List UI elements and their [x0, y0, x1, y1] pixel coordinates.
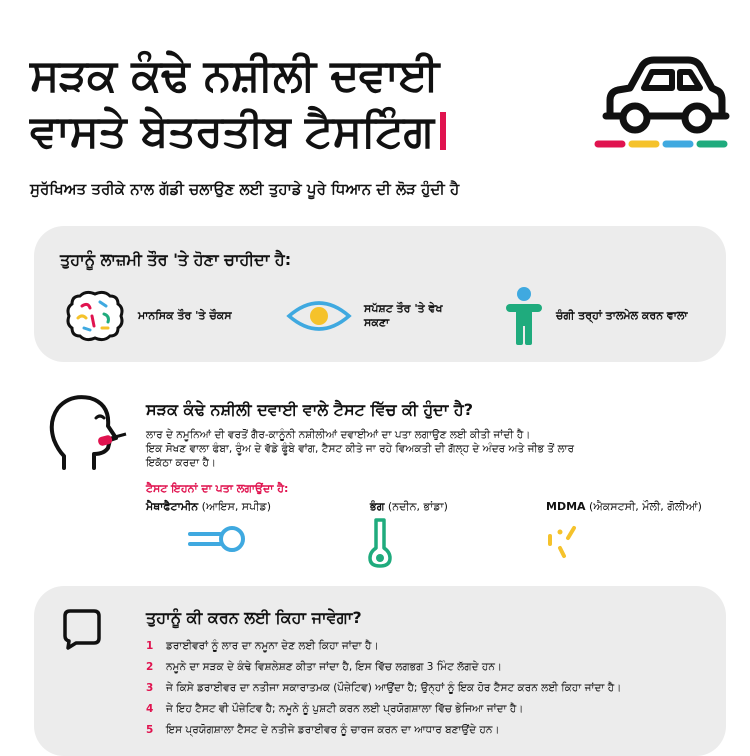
- requirement-coordinated: [504, 286, 688, 346]
- test-body-line-3: ਇਕੱਠਾ ਕਰਦਾ ਹੈ।: [146, 457, 217, 469]
- detects-label: ਟੈਸਟ ਇਹਨਾਂ ਦਾ ਪਤਾ ਲਗਾਉਂਦਾ ਹੈ:: [146, 482, 289, 495]
- pills-icon: [546, 522, 580, 562]
- step-item: [146, 720, 621, 741]
- drug-name-meth: ਮੈਥਾਫੈਟਾਮੀਨ: [146, 500, 199, 513]
- step-text: ਨਮੂਨੇ ਦਾ ਸੜਕ ਦੇ ਕੰਢੇ ਵਿਸ਼ਲੇਸ਼ਣ ਕੀਤਾ ਜਾਂਦਾ ਹੈ, ਇਸ ਵਿੱਚ ਲਗਭਗ 3 ਮਿੰਟ ਲੱਗਦੇ ਹਨ।: [166, 661, 502, 673]
- drug-aka-mdma: (ਐਕਸਟਸੀ, ਮੌਲੀ, ਗੋਲੀਆਂ): [585, 500, 702, 513]
- step-number: 4: [146, 703, 154, 715]
- requirement-see: [286, 286, 442, 346]
- step-text: ਇਸ ਪ੍ਰਯੋਗਸ਼ਾਲਾ ਟੈਸਟ ਦੇ ਨਤੀਜੇ ਡਰਾਈਵਰ ਨੂੰ ਚਾਰਜ ਕਰਨ ਦਾ ਆਧਾਰ ਬਣਾਉਂਦੇ ਹਨ।: [166, 724, 500, 736]
- drug-mdma: [546, 500, 702, 514]
- requirement-label-see-1: ਸਪੱਸ਼ਟ ਤੌਰ 'ਤੇ ਵੇਖ: [364, 302, 443, 315]
- procedure-heading: ਤੁਹਾਨੂੰ ਕੀ ਕਰਨ ਲਈ ਕਿਹਾ ਜਾਵੇਗਾ?: [146, 608, 362, 627]
- subtitle: ਸੁਰੱਖਿਅਤ ਤਰੀਕੇ ਨਾਲ ਗੱਡੀ ਚਲਾਉਣ ਲਈ ਤੁਹਾਡੇ ਪੂਰੇ ਧਿਆਨ ਦੀ ਲੋੜ ਹੁੰਦੀ ਹੈ: [30, 180, 460, 198]
- procedure-steps: [146, 636, 621, 741]
- step-item: [146, 657, 621, 678]
- eye-icon: [286, 296, 352, 336]
- drug-aka-meth: (ਆਇਸ, ਸਪੀਡ): [198, 500, 271, 513]
- title-accent-bar: [440, 112, 446, 150]
- drug-aka-cannabis: (ਨਦੀਨ, ਭਾਂਡਾ): [384, 500, 448, 513]
- step-number: 1: [146, 640, 154, 652]
- drug-cannabis: [370, 500, 448, 514]
- pipe-icon: [188, 522, 248, 562]
- step-text: ਡਰਾਈਵਰਾਂ ਨੂੰ ਲਾਰ ਦਾ ਨਮੂਨਾ ਦੇਣ ਲਈ ਕਿਹਾ ਜਾਂਦਾ ਹੈ।: [166, 640, 379, 652]
- face-swab-icon: [46, 390, 128, 472]
- title-line-1: ਸੜਕ ਕੰਢੇ ਨਸ਼ੀਲੀ ਦਵਾਈ: [30, 50, 439, 101]
- requirements-panel: [34, 226, 726, 362]
- step-item: [146, 699, 621, 720]
- requirements-heading: ਤੁਹਾਨੂੰ ਲਾਜ਼ਮੀ ਤੌਰ 'ਤੇ ਹੋਣਾ ਚਾਹੀਦਾ ਹੈ:: [60, 250, 292, 269]
- requirement-label-see-2: ਸਕਣਾ: [364, 316, 390, 329]
- page-title: [30, 48, 590, 160]
- test-description: [146, 428, 706, 470]
- requirement-label-coordinated: ਚੰਗੀ ਤਰ੍ਹਾਂ ਤਾਲਮੇਲ ਕਰਨ ਵਾਲਾ: [556, 309, 688, 322]
- test-body-line-1: ਲਾਰ ਦੇ ਨਮੂਨਿਆਂ ਦੀ ਵਰਤੋਂ ਗੈਰ-ਕਾਨੂੰਨੀ ਨਸ਼ੀਲੀਆਂ ਦਵਾਈਆਂ ਦਾ ਪਤਾ ਲਗਾਉਣ ਲਈ ਕੀਤੀ ਜਾਂਦੀ ਹੈ।: [146, 429, 531, 441]
- thermometer-icon: [368, 516, 392, 568]
- step-number: 2: [146, 661, 154, 673]
- step-item: [146, 678, 621, 699]
- title-line-2: ਵਾਸਤੇ ਬੇਤਰਤੀਬ ਟੈਸਟਿੰਗ: [30, 106, 434, 157]
- step-number: 5: [146, 724, 154, 736]
- test-body-line-2: ਇਕ ਸੋਖਣ ਵਾਲਾ ਫੰਬਾ, ਰੂੰਅ ਦੇ ਵੱਡੇ ਫੂੰਬੇ ਵਾਂਗ, ਟੈਸਟ ਕੀਤੇ ਜਾ ਰਹੇ ਵਿਅਕਤੀ ਦੀ ਗੱਲ੍ਹ ਦੇ ਅੰਦਰ ਅਤੇ ਜੀਭ ਤੋਂ ਲਾਰ: [146, 443, 575, 455]
- speech-bubble-icon: [62, 608, 102, 650]
- drug-meth: [146, 500, 271, 514]
- drug-name-cannabis: ਭੰਗ: [370, 500, 385, 513]
- person-icon: [504, 287, 544, 345]
- requirement-alert: [64, 286, 232, 346]
- step-text: ਜੇ ਇਹ ਟੈਸਟ ਵੀ ਪੌਜ਼ੇਟਿਵ ਹੈ; ਨਮੂਨੇ ਨੂੰ ਪੁਸ਼ਟੀ ਕਰਨ ਲਈ ਪ੍ਰਯੋਗਸ਼ਾਲਾ ਵਿੱਚ ਭੇਜਿਆ ਜਾਂਦਾ ਹੈ।: [166, 703, 524, 715]
- step-item: [146, 636, 621, 657]
- car-icon: [592, 44, 732, 154]
- step-number: 3: [146, 682, 154, 694]
- test-heading: ਸੜਕ ਕੰਢੇ ਨਸ਼ੀਲੀ ਦਵਾਈ ਵਾਲੇ ਟੈਸਟ ਵਿੱਚ ਕੀ ਹੁੰਦਾ ਹੈ?: [146, 400, 473, 419]
- drug-name-mdma: MDMA: [546, 500, 586, 513]
- brain-icon: [64, 288, 126, 344]
- step-text: ਜੇ ਕਿਸੇ ਡਰਾਈਵਰ ਦਾ ਨਤੀਜਾ ਸਕਾਰਾਤਮਕ (ਪੌਜ਼ੇਟਿਵ) ਆਉਂਦਾ ਹੈ; ਉਨ੍ਹਾਂ ਨੂੰ ਇਕ ਹੋਰ ਟੈਸਟ ਕਰਨ ਲਈ ਕਿਹਾ ਜਾਂਦਾ ਹੈ।: [166, 682, 622, 694]
- requirement-label-alert: ਮਾਨਸਿਕ ਤੌਰ 'ਤੇ ਚੌਕਸ: [138, 309, 232, 322]
